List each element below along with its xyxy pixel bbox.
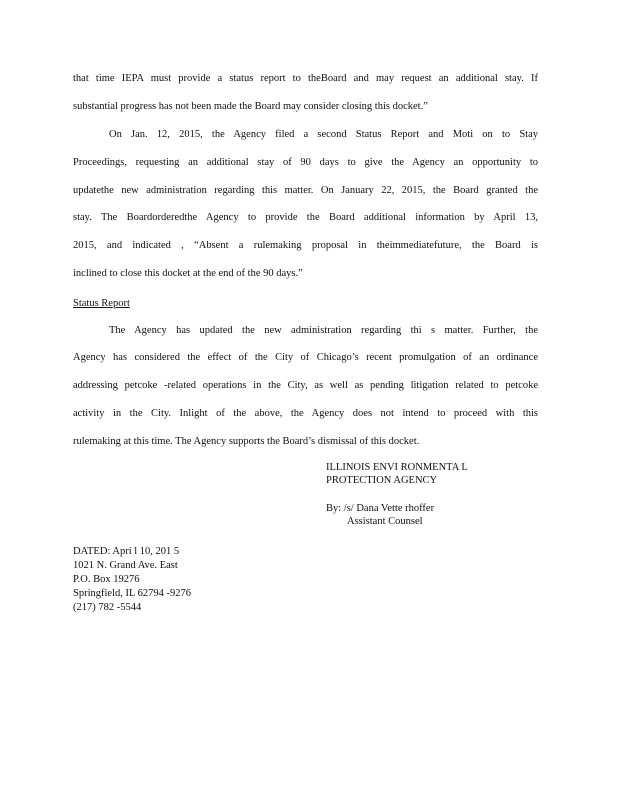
paragraph-line: On Jan. 12, 2015, the Agency filed a second Status Report and Moti on to Stay [109,129,538,140]
paragraph-line: rulemaking at this time. The Agency supports the Board’s dismissal of this docket. [73,436,420,447]
paragraph-line: updatethe new administration regarding this matter. On January 22, 2015, the Board granted the [73,185,538,196]
signature-title: Assistant Counsel [347,516,423,527]
paragraph-line: Agency has considered the effect of the City of Chicago’s recent promulgation of an ordinance [73,352,538,363]
address-line: P.O. Box 19276 [73,574,140,585]
paragraph-line: activity in the City. Inlight of the above, the Agency does not intend to proceed with this [73,408,538,419]
address-line: 1021 N. Grand Ave. East [73,560,178,571]
paragraph-line: 2015, and indicated , “Absent a rulemaking proposal in theimmediatefuture, the Board is [73,240,538,251]
dated-line: DATED: Apri l 10, 201 5 [73,546,180,557]
paragraph-line: stay. The Boardorderedthe Agency to provide the Board additional information by April 13, [73,212,538,223]
address-line: Springfield, IL 62794 -9276 [73,588,192,599]
signature-by-line: By: /s/ Dana Vette rhoffer [326,503,435,514]
paragraph-line: substantial progress has not been made the Board may consider closing this docket.” [73,101,428,112]
paragraph-line: inclined to close this docket at the end of the 90 days.” [73,268,303,279]
paragraph-line: Proceedings, requesting an additional stay of 90 days to give the Agency an opportunity to [73,157,538,168]
phone-line: (217) 782 -5544 [73,602,142,613]
section-heading: Status Report [73,298,130,309]
paragraph-line: The Agency has updated the new administration regarding thi s matter. Further, the [109,325,538,336]
paragraph-line: addressing petcoke -related operations in the City, as well as pending litigation related to petcoke [73,380,538,391]
paragraph-line: that time IEPA must provide a status report to theBoard and may request an additional stay. If [73,73,538,84]
signature-org-line: ILLINOIS ENVI RONMENTA L [326,462,468,473]
signature-org-line: PROTECTION AGENCY [326,475,438,486]
